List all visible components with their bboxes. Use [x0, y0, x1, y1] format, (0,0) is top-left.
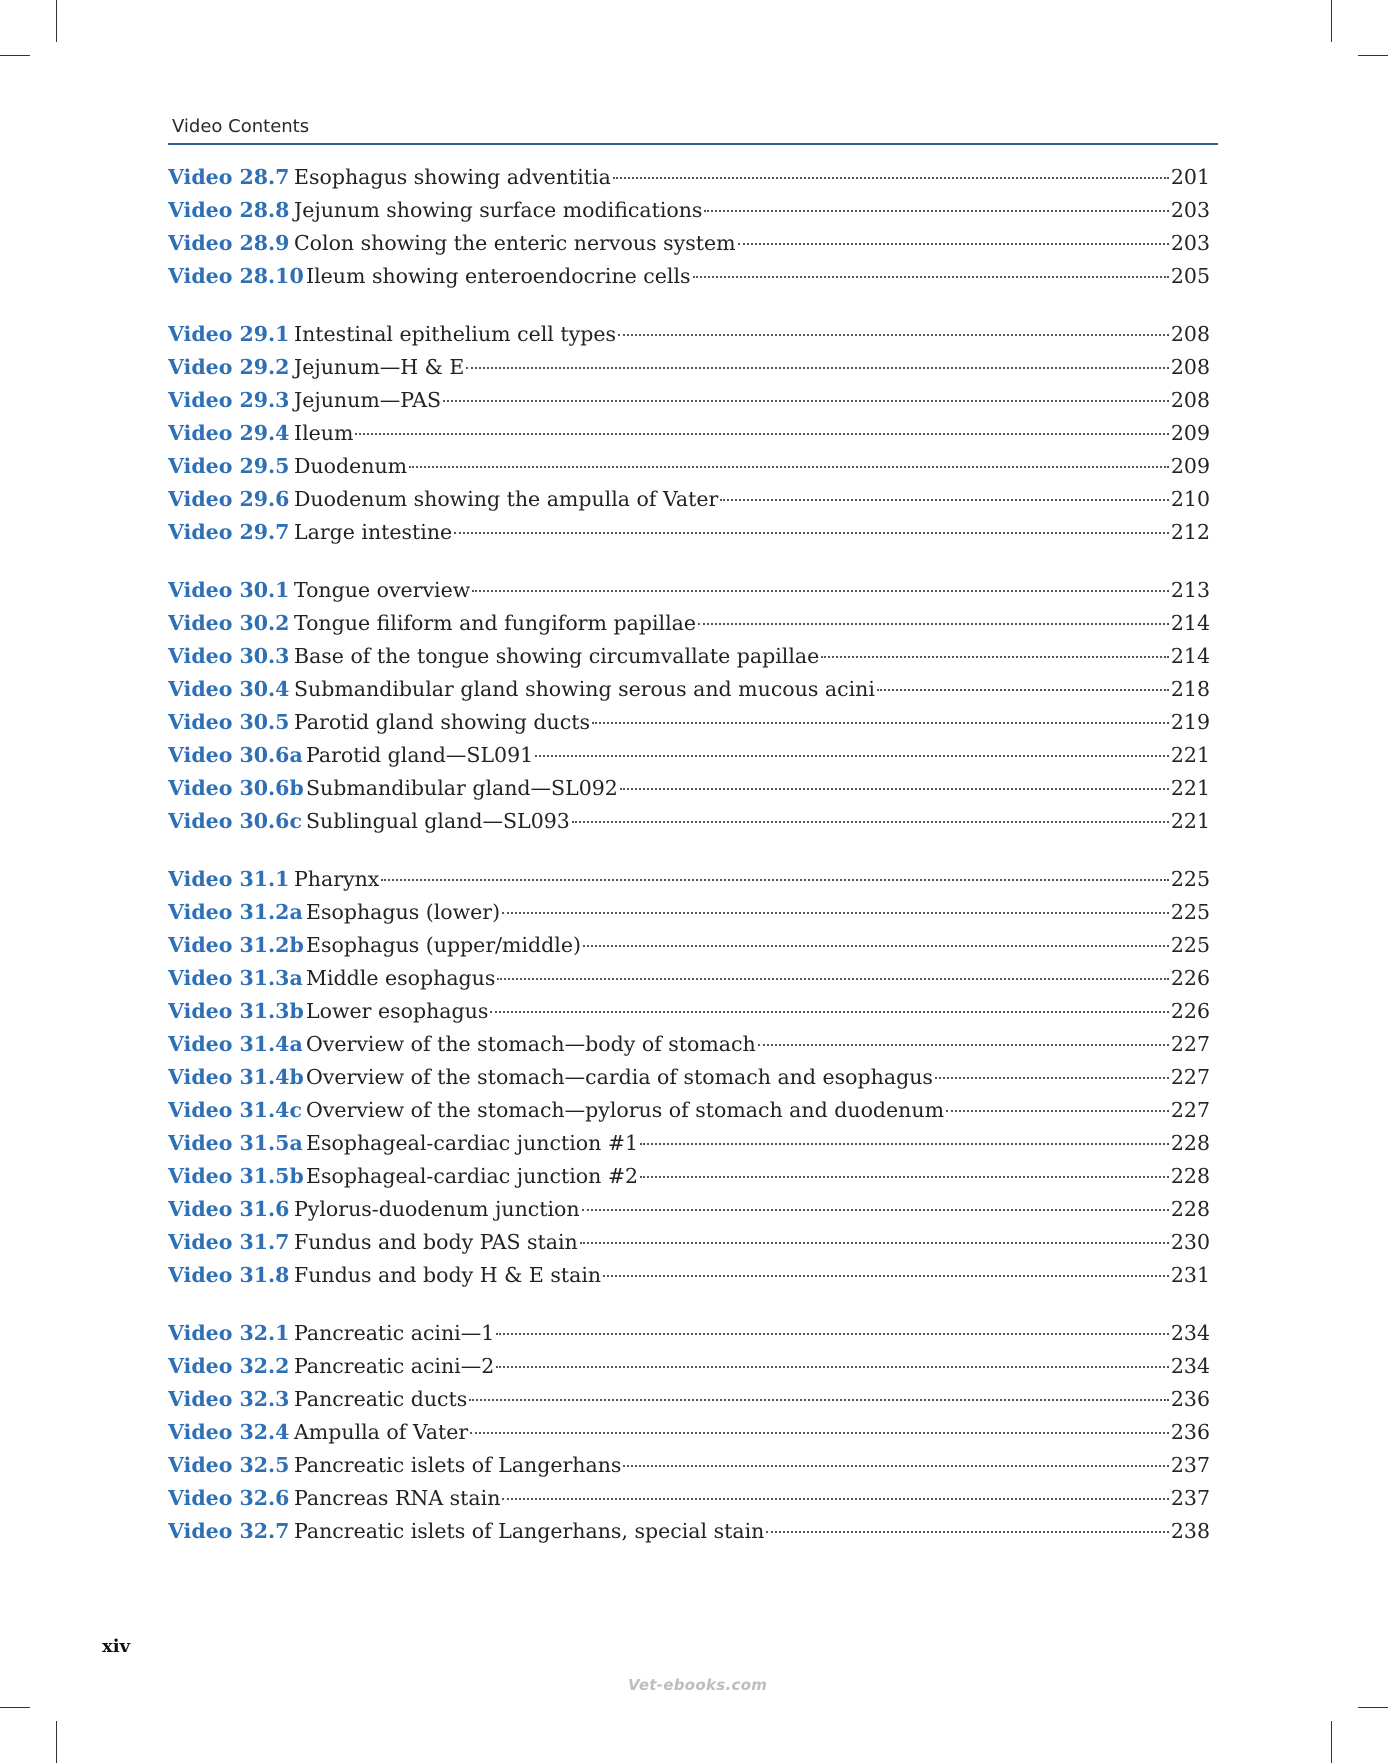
page-reference: 237 [1170, 1453, 1210, 1477]
crop-mark [56, 1721, 57, 1763]
video-number[interactable]: Video 31.8 [168, 1263, 290, 1287]
dot-leader [497, 978, 1168, 980]
video-title: Pylorus-duodenum junction [294, 1197, 580, 1221]
dot-leader [592, 722, 1169, 724]
running-head: Video Contents [172, 116, 310, 137]
dot-leader [454, 532, 1169, 534]
video-number[interactable]: Video 31.5a [168, 1131, 303, 1155]
dot-leader [738, 243, 1169, 245]
video-number[interactable]: Video 29.4 [168, 421, 290, 445]
toc-entry[interactable] [168, 1230, 1210, 1263]
video-title: Pancreatic islets of Langerhans, special stain [294, 1519, 765, 1543]
video-number[interactable]: Video 29.7 [168, 520, 290, 544]
toc-entry[interactable] [168, 776, 1210, 809]
video-title: Parotid gland showing ducts [294, 710, 590, 734]
page-reference: 227 [1170, 1098, 1210, 1122]
dot-leader [496, 1333, 1169, 1335]
video-title: Fundus and body PAS stain [294, 1230, 578, 1254]
toc-entry[interactable] [168, 487, 1210, 520]
toc-entry[interactable] [168, 388, 1210, 421]
video-number[interactable]: Video 30.3 [168, 644, 290, 668]
dot-leader [758, 1044, 1169, 1046]
toc-entry[interactable] [168, 809, 1210, 842]
toc-entry[interactable] [168, 322, 1210, 355]
dot-leader [583, 945, 1169, 947]
toc-entry[interactable] [168, 900, 1210, 933]
video-title: Middle esophagus [306, 966, 496, 990]
page-reference: 228 [1170, 1164, 1210, 1188]
page-reference: 214 [1170, 644, 1210, 668]
video-number[interactable]: Video 30.2 [168, 611, 290, 635]
page-reference: 203 [1170, 231, 1210, 255]
dot-leader [935, 1077, 1169, 1079]
dot-leader [572, 821, 1169, 823]
dot-leader [466, 367, 1168, 369]
video-number[interactable]: Video 31.4b [168, 1065, 304, 1089]
toc-entry[interactable] [168, 1164, 1210, 1197]
page-reference: 225 [1170, 900, 1210, 924]
page-reference: 201 [1170, 165, 1210, 189]
page-reference: 205 [1170, 264, 1210, 288]
video-title: Pancreas RNA stain [294, 1486, 501, 1510]
toc-group [168, 322, 1210, 553]
video-title: Esophageal-cardiac junction #1 [306, 1131, 639, 1155]
video-number[interactable]: Video 29.1 [168, 322, 290, 346]
page-reference: 236 [1170, 1420, 1210, 1444]
crop-mark [1331, 0, 1332, 42]
video-number[interactable]: Video 31.7 [168, 1230, 290, 1254]
video-title: Esophagus (lower) [306, 900, 501, 924]
video-title: Ileum showing enteroendocrine cells [306, 264, 691, 288]
dot-leader [381, 879, 1168, 881]
toc-entry[interactable] [168, 1420, 1210, 1453]
toc-entry[interactable] [168, 999, 1210, 1032]
video-number[interactable]: Video 30.6a [168, 743, 303, 767]
toc-entry[interactable] [168, 1519, 1210, 1552]
video-number[interactable]: Video 32.7 [168, 1519, 290, 1543]
video-number[interactable]: Video 30.1 [168, 578, 290, 602]
page-number: xiv [102, 1636, 131, 1657]
page-reference: 230 [1170, 1230, 1210, 1254]
toc-entry[interactable] [168, 165, 1210, 198]
toc-entry[interactable] [168, 1486, 1210, 1519]
toc-group [168, 867, 1210, 1296]
toc-entry[interactable] [168, 1098, 1210, 1131]
toc-entry[interactable] [168, 933, 1210, 966]
toc-entry[interactable] [168, 644, 1210, 677]
toc-entry[interactable] [168, 1321, 1210, 1354]
dot-leader [535, 755, 1169, 757]
page-reference: 219 [1170, 710, 1210, 734]
video-number[interactable]: Video 30.6c [168, 809, 302, 833]
video-title: Pancreatic acini—1 [294, 1321, 495, 1345]
toc-entry[interactable] [168, 1131, 1210, 1164]
video-number[interactable]: Video 31.4c [168, 1098, 302, 1122]
video-title: Jejunum—H & E [294, 355, 465, 379]
page-reference: 221 [1170, 743, 1210, 767]
dot-leader [502, 912, 1169, 914]
video-title: Colon showing the enteric nervous system [294, 231, 736, 255]
video-title: Jejunum—PAS [294, 388, 442, 412]
video-number[interactable]: Video 28.7 [168, 165, 290, 189]
page-reference: 208 [1170, 388, 1210, 412]
page-reference: 226 [1170, 999, 1210, 1023]
dot-leader [640, 1143, 1169, 1145]
video-number[interactable]: Video 32.6 [168, 1486, 290, 1510]
dot-leader [469, 1399, 1169, 1401]
page-reference: 221 [1170, 776, 1210, 800]
page-reference: 228 [1170, 1131, 1210, 1155]
dot-leader [623, 1465, 1168, 1467]
video-title: Pancreatic acini—2 [294, 1354, 495, 1378]
dot-leader [443, 400, 1169, 402]
dot-leader [704, 210, 1168, 212]
toc-entry[interactable] [168, 1032, 1210, 1065]
dot-leader [490, 1011, 1169, 1013]
video-number[interactable]: Video 31.3b [168, 999, 304, 1023]
toc-group [168, 578, 1210, 842]
page-reference: 214 [1170, 611, 1210, 635]
video-number[interactable]: Video 28.10 [168, 264, 304, 288]
video-number[interactable]: Video 31.3a [168, 966, 303, 990]
dot-leader [620, 788, 1169, 790]
video-number[interactable]: Video 31.5b [168, 1164, 304, 1188]
video-title: Duodenum [294, 454, 408, 478]
video-title: Intestinal epithelium cell types [294, 322, 616, 346]
toc-entry[interactable] [168, 454, 1210, 487]
video-title: Large intestine [294, 520, 453, 544]
page-reference: 209 [1170, 421, 1210, 445]
toc-entry[interactable] [168, 1453, 1210, 1486]
dot-leader [693, 276, 1169, 278]
video-title: Lower esophagus [306, 999, 489, 1023]
video-title: Pancreatic islets of Langerhans [294, 1453, 622, 1477]
dot-leader [496, 1366, 1169, 1368]
video-number[interactable]: Video 31.6 [168, 1197, 290, 1221]
toc-entry[interactable] [168, 867, 1210, 900]
toc-group [168, 165, 1210, 297]
dot-leader [698, 623, 1169, 625]
video-number[interactable]: Video 32.2 [168, 1354, 290, 1378]
video-number[interactable]: Video 29.6 [168, 487, 290, 511]
video-number[interactable]: Video 31.1 [168, 867, 290, 891]
video-title: Submandibular gland—SL092 [306, 776, 618, 800]
video-title: Tongue filiform and fungiform papillae [294, 611, 696, 635]
toc-entry[interactable] [168, 677, 1210, 710]
video-title: Pancreatic ducts [294, 1387, 468, 1411]
toc-entry[interactable] [168, 198, 1210, 231]
page-reference: 203 [1170, 198, 1210, 222]
page-reference: 234 [1170, 1321, 1210, 1345]
page-reference: 213 [1170, 578, 1210, 602]
video-number[interactable]: Video 32.1 [168, 1321, 290, 1345]
dot-leader [502, 1498, 1168, 1500]
video-number[interactable]: Video 31.2b [168, 933, 304, 957]
video-number[interactable]: Video 31.2a [168, 900, 303, 924]
page-reference: 227 [1170, 1065, 1210, 1089]
video-number[interactable]: Video 29.3 [168, 388, 290, 412]
video-title: Sublingual gland—SL093 [306, 809, 570, 833]
video-title: Esophagus (upper/middle) [306, 933, 581, 957]
page-reference: 221 [1170, 809, 1210, 833]
page-reference: 238 [1170, 1519, 1210, 1543]
page-reference: 237 [1170, 1486, 1210, 1510]
video-title: Tongue overview [294, 578, 471, 602]
dot-leader [946, 1110, 1169, 1112]
video-number[interactable]: Video 30.4 [168, 677, 290, 701]
toc-entry[interactable] [168, 1354, 1210, 1387]
video-contents-list [168, 165, 1210, 1577]
dot-leader [409, 466, 1169, 468]
page-reference: 212 [1170, 520, 1210, 544]
video-number[interactable]: Video 32.4 [168, 1420, 290, 1444]
video-number[interactable]: Video 29.5 [168, 454, 290, 478]
video-number[interactable]: Video 28.8 [168, 198, 290, 222]
video-title: Jejunum showing surface modifications [294, 198, 703, 222]
video-number[interactable]: Video 32.5 [168, 1453, 290, 1477]
video-title: Overview of the stomach—pylorus of stomach and duodenum [306, 1098, 945, 1122]
video-title: Duodenum showing the ampulla of Vater [294, 487, 719, 511]
toc-entry[interactable] [168, 1263, 1210, 1296]
toc-entry[interactable] [168, 611, 1210, 644]
toc-entry[interactable] [168, 710, 1210, 743]
video-number[interactable]: Video 31.4a [168, 1032, 303, 1056]
dot-leader [355, 433, 1168, 435]
video-number[interactable]: Video 29.2 [168, 355, 290, 379]
page-reference: 236 [1170, 1387, 1210, 1411]
dot-leader [640, 1176, 1169, 1178]
page-reference: 226 [1170, 966, 1210, 990]
toc-entry[interactable] [168, 966, 1210, 999]
dot-leader [613, 177, 1169, 179]
page-reference: 209 [1170, 454, 1210, 478]
video-title: Esophagus showing adventitia [294, 165, 611, 189]
dot-leader [603, 1275, 1169, 1277]
page-reference: 228 [1170, 1197, 1210, 1221]
toc-entry[interactable] [168, 520, 1210, 553]
video-title: Esophageal-cardiac junction #2 [306, 1164, 639, 1188]
crop-mark [56, 0, 57, 42]
toc-entry[interactable] [168, 578, 1210, 611]
video-number[interactable]: Video 32.3 [168, 1387, 290, 1411]
video-title: Ileum [294, 421, 354, 445]
video-title: Overview of the stomach—body of stomach [306, 1032, 756, 1056]
dot-leader [877, 689, 1169, 691]
dot-leader [618, 334, 1169, 336]
page-reference: 210 [1170, 487, 1210, 511]
toc-entry[interactable] [168, 743, 1210, 776]
page-reference: 218 [1170, 677, 1210, 701]
video-title: Overview of the stomach—cardia of stomach and esophagus [306, 1065, 933, 1089]
video-title: Base of the tongue showing circumvallate papillae [294, 644, 820, 668]
dot-leader [821, 656, 1169, 658]
video-title: Ampulla of Vater [294, 1420, 469, 1444]
toc-entry[interactable] [168, 1065, 1210, 1098]
dot-leader [580, 1242, 1169, 1244]
dot-leader [470, 1432, 1169, 1434]
dot-leader [472, 590, 1169, 592]
crop-mark [1358, 1707, 1388, 1708]
crop-mark [0, 1707, 30, 1708]
page-reference: 227 [1170, 1032, 1210, 1056]
page-reference: 225 [1170, 867, 1210, 891]
page-reference: 225 [1170, 933, 1210, 957]
page-reference: 234 [1170, 1354, 1210, 1378]
toc-entry[interactable] [168, 355, 1210, 388]
crop-mark [1331, 1721, 1332, 1763]
video-title: Submandibular gland showing serous and mucous acini [294, 677, 875, 701]
video-number[interactable]: Video 30.6b [168, 776, 304, 800]
page-reference: 231 [1170, 1263, 1210, 1287]
dot-leader [582, 1209, 1169, 1211]
header-rule [168, 143, 1218, 145]
dot-leader [720, 499, 1169, 501]
video-number[interactable]: Video 28.9 [168, 231, 290, 255]
video-title: Parotid gland—SL091 [306, 743, 534, 767]
toc-entry[interactable] [168, 421, 1210, 454]
watermark: Vet-ebooks.com [628, 1676, 768, 1694]
crop-mark [0, 55, 30, 56]
dot-leader [766, 1531, 1169, 1533]
toc-entry[interactable] [168, 1197, 1210, 1230]
video-number[interactable]: Video 30.5 [168, 710, 290, 734]
page-reference: 208 [1170, 355, 1210, 379]
toc-entry[interactable] [168, 231, 1210, 264]
page-reference: 208 [1170, 322, 1210, 346]
video-title: Fundus and body H & E stain [294, 1263, 602, 1287]
toc-entry[interactable] [168, 264, 1210, 297]
video-title: Pharynx [294, 867, 380, 891]
crop-mark [1358, 55, 1388, 56]
toc-group [168, 1321, 1210, 1552]
toc-entry[interactable] [168, 1387, 1210, 1420]
